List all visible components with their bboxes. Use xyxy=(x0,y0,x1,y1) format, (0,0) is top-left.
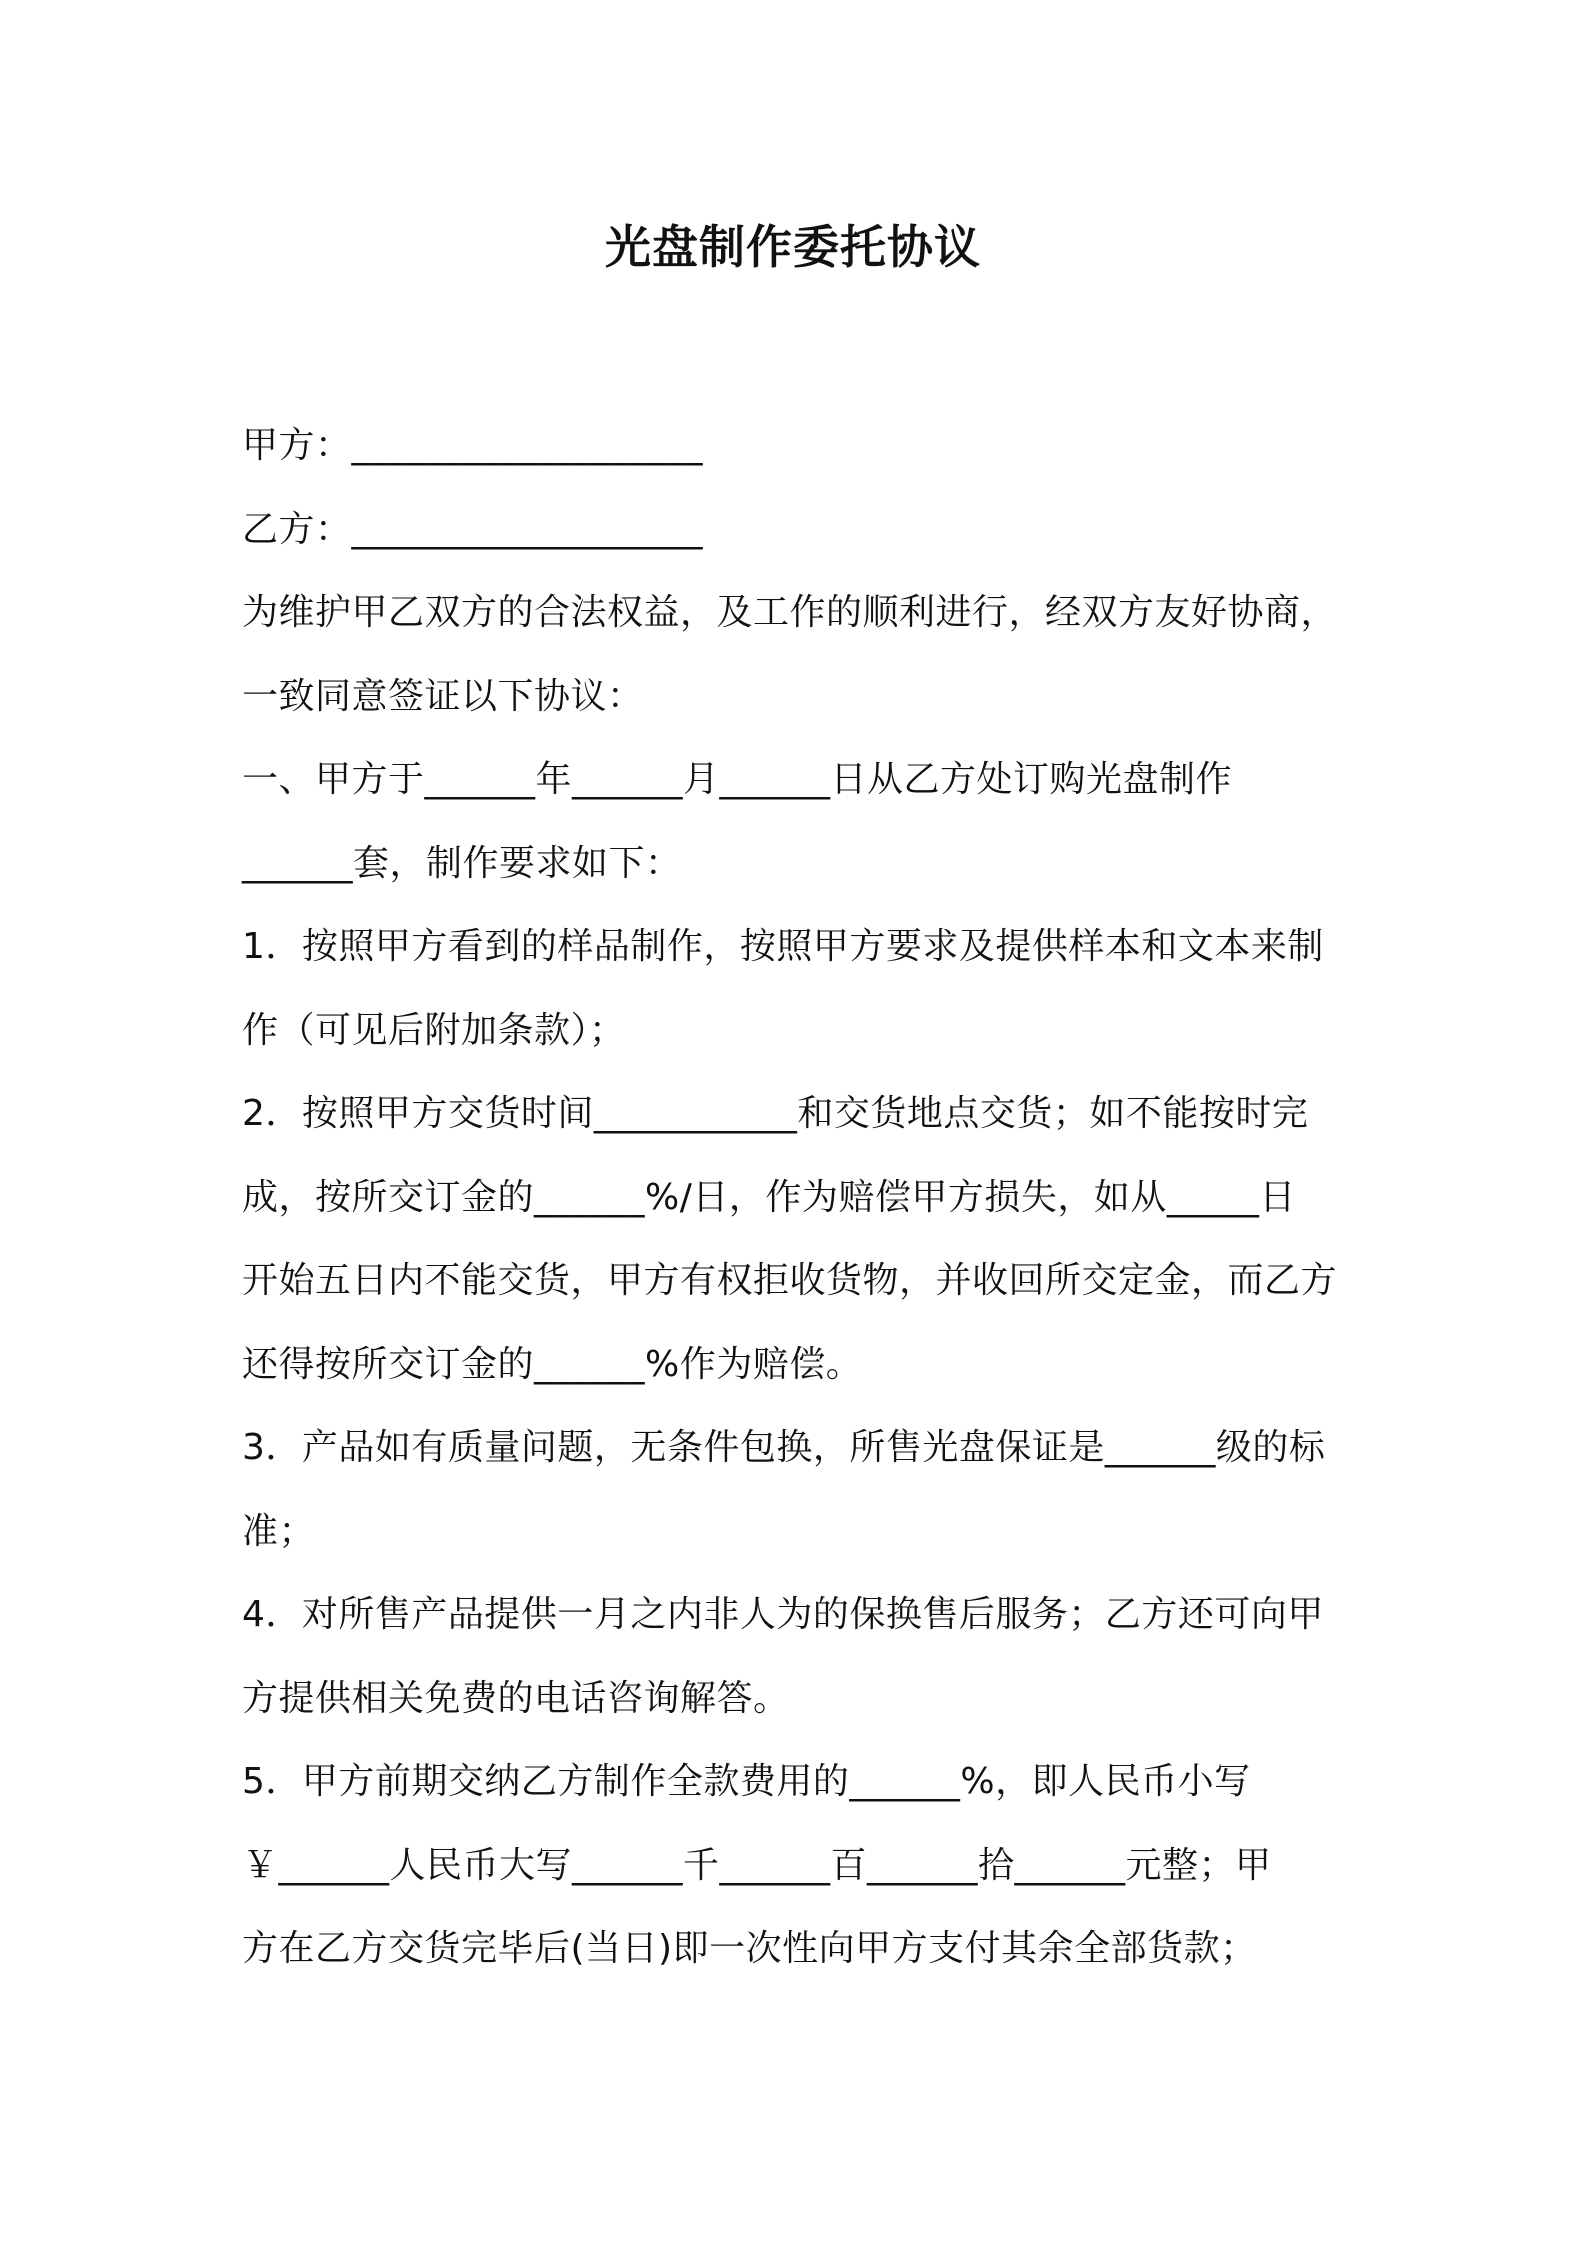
item-2-line-2: 成，按所交订金的______%/日，作为赔偿甲方损失，如从_____日 xyxy=(242,1176,1296,1218)
clause-one-line-2: ______套，制作要求如下： xyxy=(242,842,682,884)
item-5-line-1: 5．甲方前期交纳乙方制作全款费用的______%，即人民币小写 xyxy=(242,1761,1251,1802)
item-2-line-1: 2．按照甲方交货时间___________和交货地点交货；如不能按时完 xyxy=(242,1093,1309,1134)
item-5-line-3: 方在乙方交货完毕后(当日)即一次性向甲方支付其余全部货款； xyxy=(242,1928,1257,1969)
party-a-line: 甲方：___________________ xyxy=(242,425,704,466)
item-2-line-4: 还得按所交订金的______%作为赔偿。 xyxy=(242,1343,863,1385)
item-4-line-1: 4．对所售产品提供一月之内非人为的保换售后服务；乙方还可向甲 xyxy=(242,1594,1324,1635)
party-b-line: 乙方：___________________ xyxy=(242,508,704,550)
document-body xyxy=(242,404,1362,1991)
item-1-line-2: 作（可见后附加条款）； xyxy=(242,1009,626,1051)
item-3-line-1: 3．产品如有质量问题，无条件包换，所售光盘保证是______级的标 xyxy=(242,1427,1326,1468)
item-3-line-2: 准； xyxy=(242,1510,316,1552)
clause-one-line-1: 一、甲方于______年______月______日从乙方处订购光盘制作 xyxy=(242,759,1233,800)
preamble-line-1: 为维护甲乙双方的合法权益，及工作的顺利进行，经双方友好协商， xyxy=(242,592,1338,633)
item-1-line-1: 1．按照甲方看到的样品制作，按照甲方要求及提供样本和文本来制 xyxy=(242,926,1324,967)
preamble-line-2: 一致同意签证以下协议： xyxy=(242,675,644,717)
item-4-line-2: 方提供相关免费的电话咨询解答。 xyxy=(242,1677,790,1719)
item-2-line-3: 开始五日内不能交货，甲方有权拒收货物，并收回所交定金，而乙方 xyxy=(242,1260,1338,1301)
document-title: 光盘制作委托协议 xyxy=(605,220,981,274)
item-5-line-2: ￥______人民币大写______千______百______拾______元整；甲 xyxy=(242,1844,1272,1886)
